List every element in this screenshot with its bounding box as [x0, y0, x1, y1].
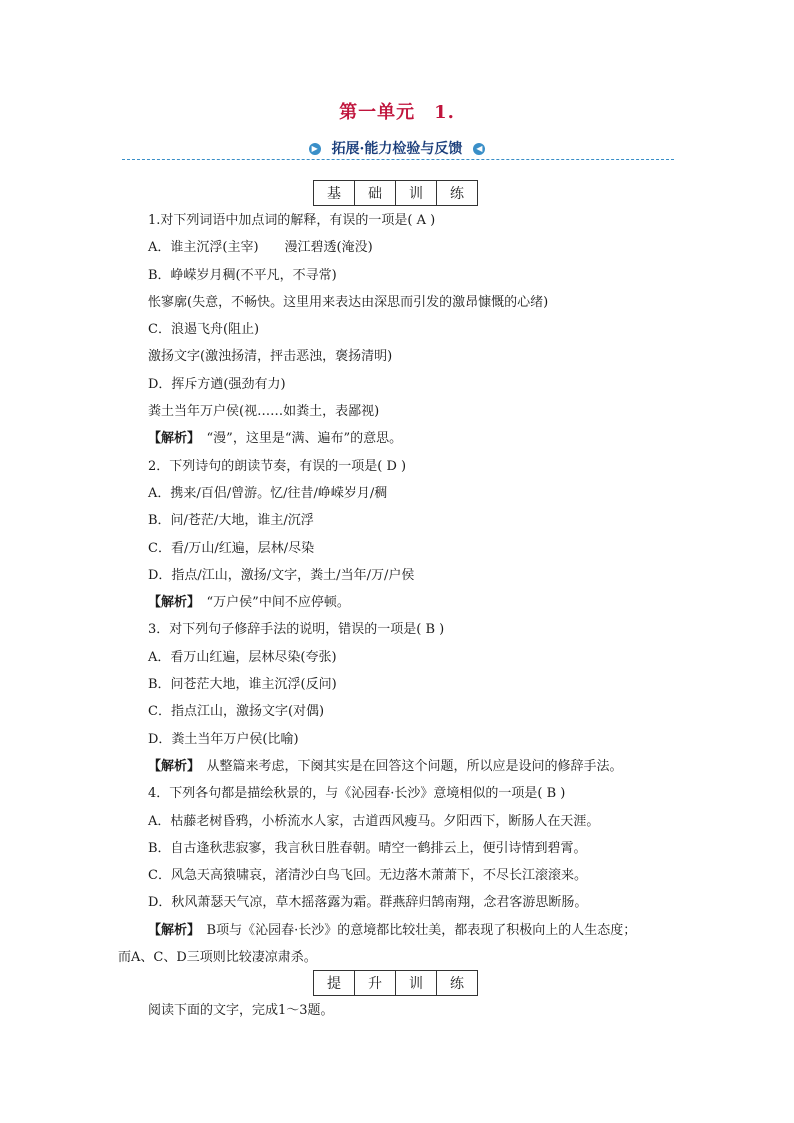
- section-char: 训: [396, 181, 437, 206]
- section-char: 训: [396, 971, 437, 996]
- option-line: D．粪土当年万户侯(比喻): [148, 731, 299, 747]
- page-title: 第一单元 1.: [339, 102, 455, 123]
- reading-instruction: 阅读下面的文字，完成1～3题。: [148, 1003, 334, 1018]
- analysis-tag: 【解析】: [148, 758, 194, 774]
- analysis-text: B项与《沁园春·长沙》的意境都比较壮美，都表现了积极向上的人生态度；: [206, 922, 637, 938]
- question-2: 2．下列诗句的朗读节奏，有误的一项是( D ): [148, 458, 407, 474]
- section-char: 础: [355, 181, 396, 206]
- question-4: 4．下列各句都是描绘秋景的，与《沁园春·长沙》意境相似的一项是( B ): [148, 786, 566, 802]
- analysis-tag: 【解析】: [148, 431, 194, 447]
- section-label-basic: [313, 180, 478, 206]
- option-line: C．看/万山/红遍，层林/尽染: [148, 540, 315, 556]
- question-body: [120, 207, 676, 971]
- analysis-text: “漫”，这里是“满、遍布”的意思。: [206, 431, 403, 447]
- analysis-2: [120, 589, 676, 616]
- section-label-advanced: [313, 970, 478, 996]
- option-line: 激扬文字(激浊扬清，抨击恶浊，褒扬清明): [148, 349, 393, 365]
- section-char: 提: [314, 971, 355, 996]
- section-char: 练: [437, 971, 478, 996]
- option-line: C．风急天高猿啸哀，渚清沙白鸟飞回。无边落木萧萧下，不尽长江滚滚来。: [148, 868, 587, 884]
- option-line: 粪土当年万户侯(视……如粪土，表鄙视): [148, 404, 380, 420]
- analysis-4: [120, 917, 676, 944]
- section-char: 升: [355, 971, 396, 996]
- question-3: 3．对下列句子修辞手法的说明，错误的一项是( B ): [148, 622, 445, 638]
- analysis-tag: 【解析】: [148, 595, 194, 611]
- banner-divider: [122, 159, 674, 160]
- section-banner: [0, 138, 794, 158]
- option-line: B．峥嵘岁月稠(不平凡，不寻常): [148, 267, 337, 283]
- option-line: A．看万山红遍，层林尽染(夸张): [148, 649, 337, 665]
- option-line: A．枯藤老树昏鸦，小桥流水人家，古道西风瘦马。夕阳西下，断肠人在天涯。: [148, 813, 600, 829]
- left-arrow-icon: ◀: [473, 143, 485, 155]
- option-line: B．问苍茫大地，谁主沉浮(反问): [148, 677, 337, 693]
- question-1: 1.对下列词语中加点词的解释，有误的一项是( A ): [148, 213, 436, 228]
- option-line: A．携来/百侣/曾游。忆/往昔/峥嵘岁月/稠: [148, 485, 388, 501]
- analysis-1: [120, 425, 676, 452]
- option-line: C．浪遏飞舟(阻止): [148, 322, 260, 338]
- option-line: D．挥斥方遒(强劲有力): [148, 376, 286, 392]
- section-char: 基: [314, 181, 355, 206]
- analysis-4-cont: 而A、C、D三项则比较凄凉肃杀。: [118, 950, 317, 966]
- reading-intro: [120, 997, 676, 1024]
- option-line: D．秋风萧瑟天气凉，草木摇落露为霜。群燕辞归鹄南翔，念君客游思断肠。: [148, 895, 588, 911]
- analysis-3: [120, 753, 676, 780]
- option-line: C．指点江山，激扬文字(对偶): [148, 704, 325, 720]
- section-char: 练: [437, 181, 478, 206]
- banner-text: 拓展·能力检验与反馈: [331, 141, 463, 157]
- option-line: D．指点/江山，激扬/文字，粪土/当年/万/户侯: [148, 567, 415, 583]
- analysis-text: “万户侯”中间不应停顿。: [206, 595, 350, 611]
- analysis-text: 从整篇来考虑，下阕其实是在回答这个问题，所以应是设问的修辞手法。: [206, 758, 623, 774]
- analysis-tag: 【解析】: [148, 922, 194, 938]
- option-line: A．谁主沉浮(主宰) 漫江碧透(淹没): [148, 240, 373, 256]
- option-line: B．问/苍茫/大地，谁主/沉浮: [148, 513, 314, 529]
- option-line: B．自古逢秋悲寂寥，我言秋日胜春朝。晴空一鹤排云上，便引诗情到碧霄。: [148, 840, 587, 856]
- option-line: 怅寥廓(失意，不畅快。这里用来表达由深思而引发的激昂慷慨的心绪): [148, 294, 549, 310]
- right-arrow-icon: ▶: [309, 143, 321, 155]
